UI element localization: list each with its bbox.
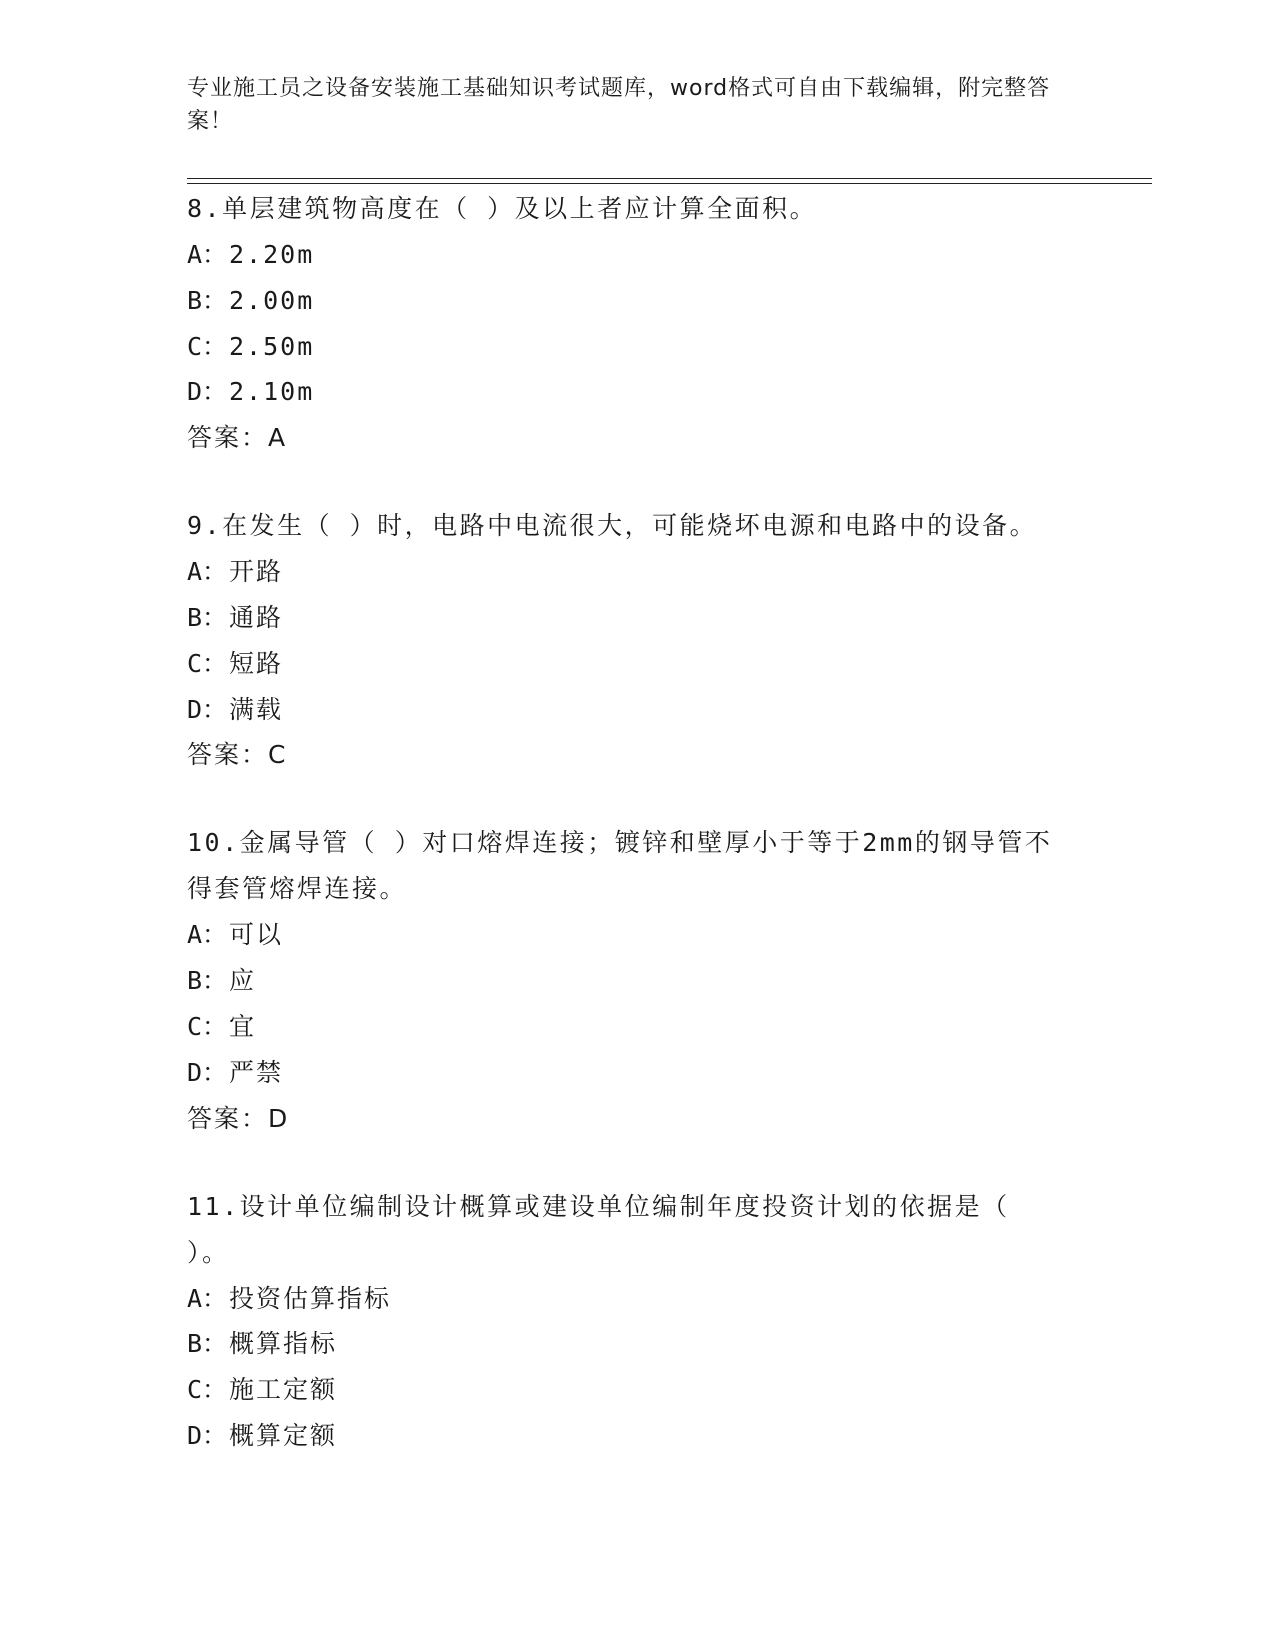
question-stem: 8.单层建筑物高度在（ ）及以上者应计算全面积。 xyxy=(187,194,818,223)
option-c xyxy=(187,1004,1067,1050)
question-8 xyxy=(187,186,1067,461)
option-text: 应 xyxy=(229,966,257,996)
option-key: C： xyxy=(187,1375,228,1405)
option-text: 通路 xyxy=(229,602,284,632)
option-c xyxy=(187,1367,1067,1413)
option-text: 严禁 xyxy=(229,1057,284,1087)
option-c xyxy=(187,641,1067,687)
option-key: D： xyxy=(187,377,228,407)
option-text: 概算指标 xyxy=(229,1329,338,1359)
document-header: 专业施工员之设备安装施工基础知识考试题库，word格式可自由下载编辑，附完整答案！ xyxy=(187,76,1051,134)
question-stem: 9.在发生（ ）时，电路中电流很大，可能烧坏电源和电路中的设备。 xyxy=(187,511,1038,541)
option-key: B： xyxy=(187,602,228,632)
option-key: C： xyxy=(187,648,228,678)
answer-line: 答案：A xyxy=(187,423,288,453)
answer-line: 答案：C xyxy=(187,740,288,770)
option-a xyxy=(187,912,1067,958)
answer-line: 答案：D xyxy=(187,1103,290,1133)
question-9 xyxy=(187,503,1067,778)
option-text: 2.50m xyxy=(229,331,315,361)
option-key: C： xyxy=(187,1011,228,1041)
option-b xyxy=(187,595,1067,641)
option-text: 投资估算指标 xyxy=(229,1283,392,1313)
header-rule-bottom xyxy=(187,183,1152,184)
option-a xyxy=(187,1276,1067,1322)
option-a xyxy=(187,549,1067,595)
option-key: A： xyxy=(187,1283,228,1313)
option-d xyxy=(187,687,1067,733)
option-key: A： xyxy=(187,557,228,587)
option-text: 宜 xyxy=(229,1011,257,1041)
option-d xyxy=(187,369,1067,415)
option-c xyxy=(187,324,1067,370)
option-text: 2.00m xyxy=(229,285,315,315)
option-text: 2.10m xyxy=(229,377,315,407)
question-11 xyxy=(187,1184,1067,1459)
header-rule-top xyxy=(187,178,1152,179)
option-text: 2.20m xyxy=(229,240,315,269)
question-10 xyxy=(187,820,1067,1141)
option-text: 短路 xyxy=(229,648,284,678)
option-key: B： xyxy=(187,285,228,315)
question-stem: 10.金属导管（ ）对口熔焊连接；镀锌和壁厚小于等于2mm的钢导管不得套管熔焊连接。 xyxy=(187,828,1053,904)
option-key: B： xyxy=(187,966,228,996)
option-key: B： xyxy=(187,1329,228,1359)
option-key: D： xyxy=(187,1057,228,1087)
option-key: C： xyxy=(187,331,228,361)
option-key: D： xyxy=(187,694,228,724)
question-stem: 11.设计单位编制设计概算或建设单位编制年度投资计划的依据是（ ）。 xyxy=(187,1191,1010,1267)
option-d xyxy=(187,1413,1067,1459)
question-list xyxy=(187,186,1067,1501)
option-text: 施工定额 xyxy=(229,1375,338,1405)
option-text: 可以 xyxy=(229,920,284,950)
option-text: 满载 xyxy=(229,694,284,724)
option-d xyxy=(187,1050,1067,1096)
option-text: 概算定额 xyxy=(229,1420,338,1450)
option-b xyxy=(187,1321,1067,1367)
option-b xyxy=(187,278,1067,324)
option-text: 开路 xyxy=(229,557,284,587)
option-b xyxy=(187,958,1067,1004)
option-key: D： xyxy=(187,1420,228,1450)
option-a xyxy=(187,232,1067,278)
option-key: A： xyxy=(187,240,228,269)
option-key: A： xyxy=(187,920,228,950)
